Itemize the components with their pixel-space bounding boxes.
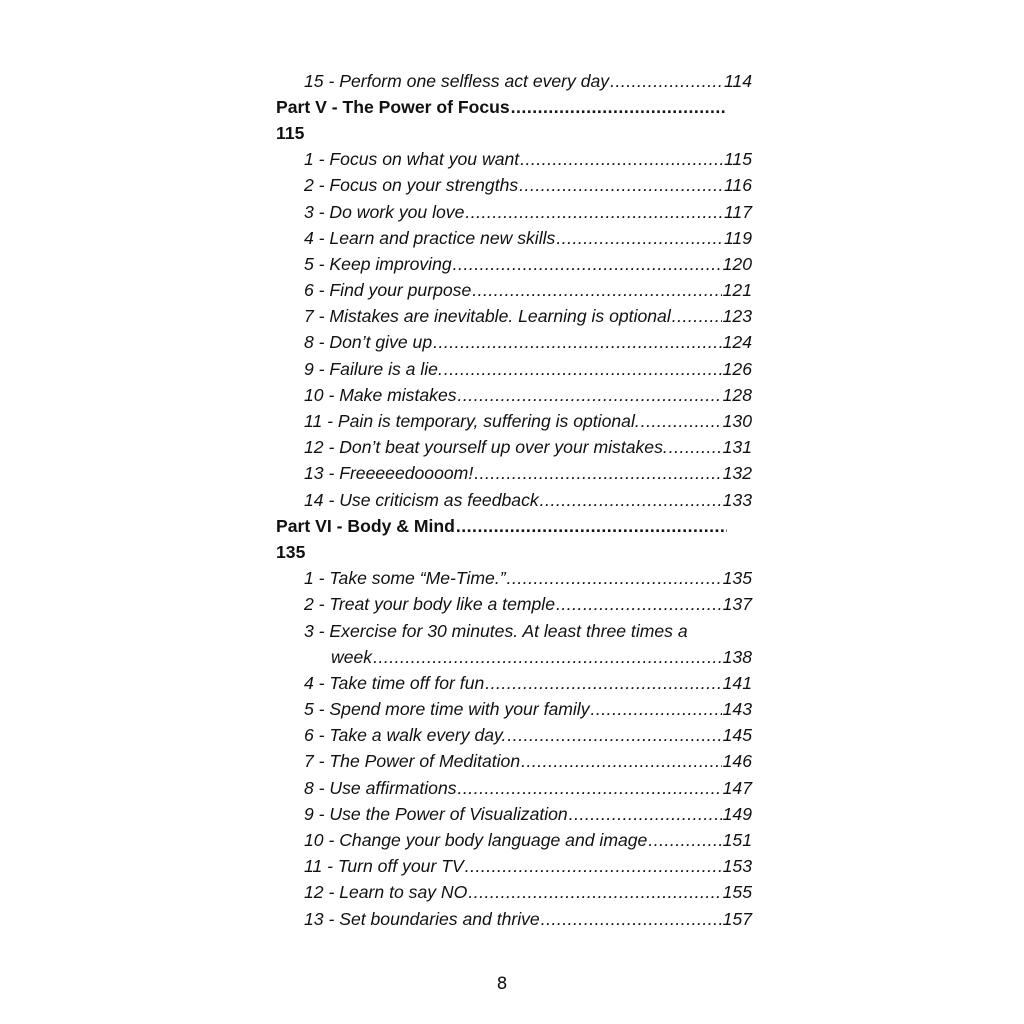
- toc-item: [0, 147, 1024, 173]
- toc-part-heading: [0, 94, 1024, 120]
- toc-part-page-line: [0, 539, 1024, 565]
- dot-leader: [556, 228, 723, 249]
- dot-leader: [468, 882, 721, 903]
- toc-item-title-continued: week: [331, 646, 373, 667]
- toc-item-title: 5 - Spend more time with your family: [304, 699, 590, 720]
- dot-leader: [472, 280, 721, 301]
- dot-leader: [541, 909, 722, 930]
- toc-item-page-number: 132: [722, 463, 752, 484]
- dot-leader: [672, 306, 722, 327]
- toc-item-title: 12 - Don’t beat yourself up over your mistakes.: [304, 437, 668, 458]
- toc-item: [0, 854, 1024, 880]
- toc-item: [0, 906, 1024, 932]
- toc-item-page-number: 115: [723, 149, 752, 170]
- toc-item-title: 3 - Do work you love: [304, 201, 465, 222]
- toc-item-page-number: 119: [723, 227, 752, 248]
- toc-item: [0, 749, 1024, 775]
- toc-item-title: 13 - Set boundaries and thrive: [304, 908, 540, 929]
- dot-leader: [520, 149, 723, 170]
- toc-item-title: 8 - Use affirmations: [304, 777, 457, 798]
- toc-item-title: 6 - Find your purpose: [304, 280, 472, 301]
- dot-leader: [458, 385, 722, 406]
- dot-leader: [465, 202, 723, 223]
- toc-item: [0, 723, 1024, 749]
- toc-item: [0, 251, 1024, 277]
- toc-item-title: 2 - Treat your body like a temple: [304, 594, 555, 615]
- dot-leader: [474, 463, 721, 484]
- toc-item: [0, 68, 1024, 94]
- toc-part-heading: [0, 513, 1024, 539]
- toc-item-title: 4 - Learn and practice new skills: [304, 227, 556, 248]
- toc-item-title: 6 - Take a walk every day.: [304, 725, 507, 746]
- toc-item-title: 3 - Exercise for 30 minutes. At least three times a: [304, 620, 688, 641]
- table-of-contents: [0, 68, 1024, 932]
- toc-item-page-number: 146: [722, 751, 752, 772]
- toc-part-page-number: 115: [276, 122, 305, 143]
- toc-item: [0, 330, 1024, 356]
- dot-leader: [591, 699, 722, 720]
- dot-leader: [610, 71, 723, 92]
- toc-item: [0, 487, 1024, 513]
- dot-leader: [373, 647, 722, 668]
- toc-item-page-number: 133: [722, 489, 752, 510]
- dot-leader: [485, 673, 721, 694]
- toc-item: [0, 199, 1024, 225]
- toc-item-page-number: 130: [722, 411, 752, 432]
- toc-item-title: 11 - Turn off your TV: [304, 856, 464, 877]
- toc-item-page-number: 137: [722, 594, 752, 615]
- dot-leader: [458, 778, 722, 799]
- dot-leader: [456, 516, 727, 537]
- toc-item: [0, 382, 1024, 408]
- toc-part-page-number: 135: [276, 541, 306, 562]
- toc-item-page-number: 153: [722, 856, 752, 877]
- toc-item-page-number: 131: [722, 437, 752, 458]
- dot-leader: [648, 830, 721, 851]
- toc-item: [0, 880, 1024, 906]
- dot-leader: [507, 725, 721, 746]
- toc-item-title: 14 - Use criticism as feedback: [304, 489, 539, 510]
- toc-item-title: 1 - Take some “Me-Time.”: [304, 568, 506, 589]
- dot-leader: [465, 856, 722, 877]
- toc-item-page-number: 141: [722, 672, 752, 693]
- toc-item-title: 2 - Focus on your strengths: [304, 175, 519, 196]
- toc-item-page-number: 126: [722, 358, 752, 379]
- dot-leader: [569, 804, 722, 825]
- toc-item-title: 15 - Perform one selfless act every day: [304, 70, 610, 91]
- toc-part-title: Part V - The Power of Focus: [276, 96, 510, 117]
- toc-item: [0, 408, 1024, 434]
- page-number: 8: [496, 974, 508, 994]
- toc-item: [0, 356, 1024, 382]
- toc-item-title: 10 - Make mistakes: [304, 384, 457, 405]
- dot-leader: [540, 490, 722, 511]
- dot-leader: [641, 411, 722, 432]
- toc-item-page-number: 117: [723, 201, 752, 222]
- toc-item-title: 9 - Failure is a lie.: [304, 358, 443, 379]
- toc-item-page-number: 143: [722, 699, 752, 720]
- dot-leader: [453, 254, 722, 275]
- dot-leader: [521, 751, 722, 772]
- toc-item-page-number: 116: [723, 175, 752, 196]
- toc-item: [0, 435, 1024, 461]
- toc-item: [0, 697, 1024, 723]
- toc-item-title: 4 - Take time off for fun: [304, 672, 485, 693]
- toc-item: [0, 225, 1024, 251]
- toc-item: [0, 801, 1024, 827]
- toc-item: [0, 775, 1024, 801]
- toc-item: [0, 670, 1024, 696]
- toc-item-page-number: 114: [723, 70, 752, 91]
- toc-item: [0, 827, 1024, 853]
- toc-item-page-number: 123: [722, 306, 752, 327]
- dot-leader: [669, 437, 722, 458]
- toc-item: [0, 461, 1024, 487]
- toc-item-page-number: 124: [722, 332, 752, 353]
- toc-item-page-number: 149: [722, 803, 752, 824]
- toc-item-page-number: 147: [722, 777, 752, 798]
- toc-item-title: 7 - The Power of Meditation: [304, 751, 521, 772]
- toc-item-title: 10 - Change your body language and image: [304, 830, 648, 851]
- toc-item-continuation: [0, 644, 1024, 670]
- toc-item-page-number: 138: [722, 646, 752, 667]
- toc-item: [0, 173, 1024, 199]
- toc-item-title: 8 - Don’t give up: [304, 332, 433, 353]
- toc-item: [0, 592, 1024, 618]
- dot-leader: [519, 175, 723, 196]
- toc-item-page-number: 145: [722, 725, 752, 746]
- toc-part-title: Part VI - Body & Mind: [276, 515, 455, 536]
- toc-item-page-number: 157: [722, 908, 752, 929]
- toc-item-page-number: 155: [722, 882, 752, 903]
- toc-item: [0, 566, 1024, 592]
- toc-item-page-number: 120: [722, 253, 752, 274]
- toc-item: [0, 618, 1024, 644]
- toc-item-page-number: 128: [722, 384, 752, 405]
- toc-item-title: 5 - Keep improving: [304, 253, 452, 274]
- dot-leader: [511, 97, 727, 118]
- toc-item-page-number: 151: [722, 830, 752, 851]
- toc-item-title: 12 - Learn to say NO: [304, 882, 468, 903]
- toc-item-title: 13 - Freeeeedoooom!: [304, 463, 474, 484]
- toc-item-title: 9 - Use the Power of Visualization: [304, 803, 568, 824]
- toc-item: [0, 278, 1024, 304]
- toc-item-page-number: 121: [722, 280, 752, 301]
- toc-item-title: 7 - Mistakes are inevitable. Learning is optional: [304, 306, 671, 327]
- dot-leader: [556, 594, 722, 615]
- toc-item-title: 1 - Focus on what you want: [304, 149, 520, 170]
- toc-item-title: 11 - Pain is temporary, suffering is optional.: [304, 411, 640, 432]
- dot-leader: [444, 359, 722, 380]
- toc-item: [0, 304, 1024, 330]
- toc-item-page-number: 135: [722, 568, 752, 589]
- toc-part-page-line: [0, 120, 1024, 146]
- dot-leader: [433, 332, 722, 353]
- dot-leader: [507, 568, 722, 589]
